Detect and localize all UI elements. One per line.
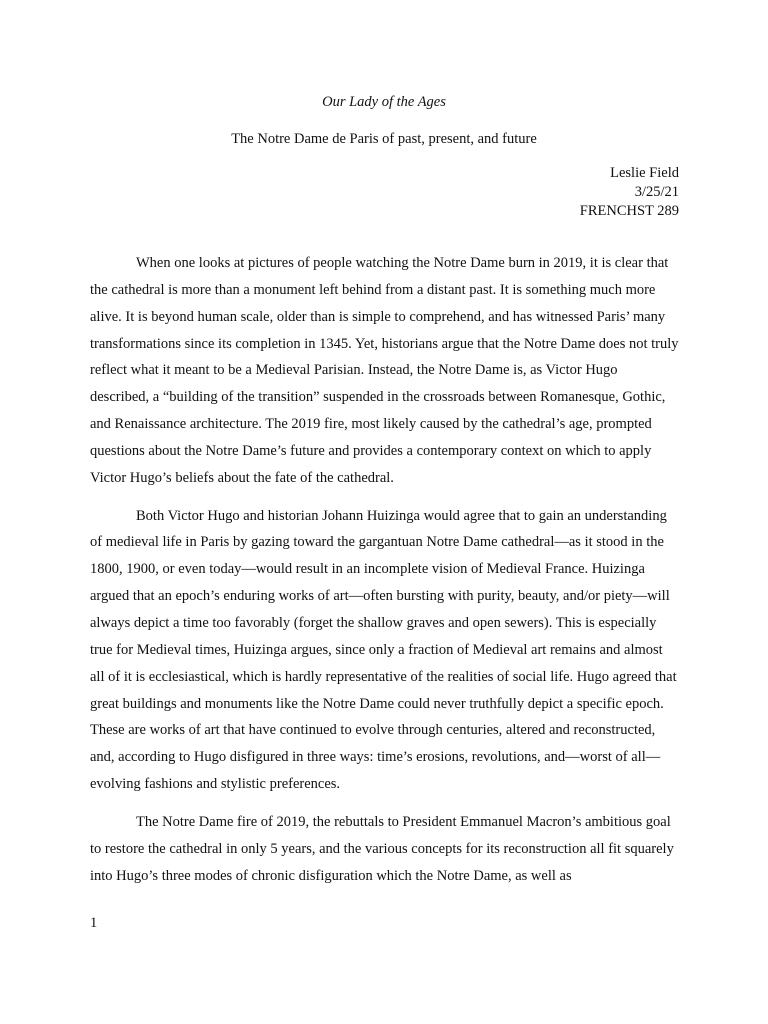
document-subtitle: The Notre Dame de Paris of past, present, and future — [231, 131, 537, 147]
author-name: Leslie Field — [610, 165, 679, 181]
paragraph-1: When one looks at pictures of people watching the Notre Dame burn in 2019, it is clear that the cathedral is more than a monument left behind from a distant past. It is something much more alive. It is beyond human scale, older than is simple to comprehend, and has witnessed Paris’ many transformations since its completion in 1345. Yet, historians argue that the Notre Dame does not truly reflect what it meant to be a Medieval Parisian. Instead, the Notre Dame is, as Victor Hugo described, a “building of the transition” suspended in the crossroads between Romanesque, Gothic, and Renaissance architecture. The 2019 fire, most likely caused by the cathedral’s age, prompted questions about the Notre Dame’s future and provides a contemporary context on which to apply Victor Hugo’s beliefs about the fate of the cathedral. — [90, 255, 679, 486]
paragraph-2: Both Victor Hugo and historian Johann Huizinga would agree that to gain an understanding of medieval life in Paris by gazing toward the gargantuan Notre Dame cathedral—as it stood in the 1800, 1900, or even today—would result in an incomplete vision of Medieval France. Huizinga argued that an epoch’s enduring works of art—often bursting with purity, beauty, and/or piety—will always depict a time too favorably (forget the shallow graves and open sewers). This is especially true for Medieval times, Huizinga argues, since only a fraction of Medieval art remains and almost all of it is ecclesiastical, which is hardly representative of the realities of social life. Hugo agreed that great buildings and monuments like the Notre Dame could never truthfully depict a specific epoch. These are works of art that have continued to evolve through centuries, altered and reconstructed, and, according to Hugo disfigured in three ways: time’s erosions, revolutions, and—worst of all—evolving fashions and stylistic preferences. — [90, 507, 677, 793]
course-code: FRENCHST 289 — [579, 203, 679, 219]
paragraph-3: The Notre Dame fire of 2019, the rebuttals to President Emmanuel Macron’s ambitious goal to restore the cathedral in only 5 years, and the various concepts for its reconstruction all fit squarely into Hugo’s three modes of chronic disfiguration which the Notre Dame, as well as — [90, 813, 674, 884]
document-title: Our Lady of the Ages — [322, 94, 446, 110]
body-text — [90, 250, 680, 900]
author-info-block — [580, 164, 679, 221]
page-number: 1 — [90, 915, 98, 931]
document-date: 3/25/21 — [634, 184, 679, 200]
